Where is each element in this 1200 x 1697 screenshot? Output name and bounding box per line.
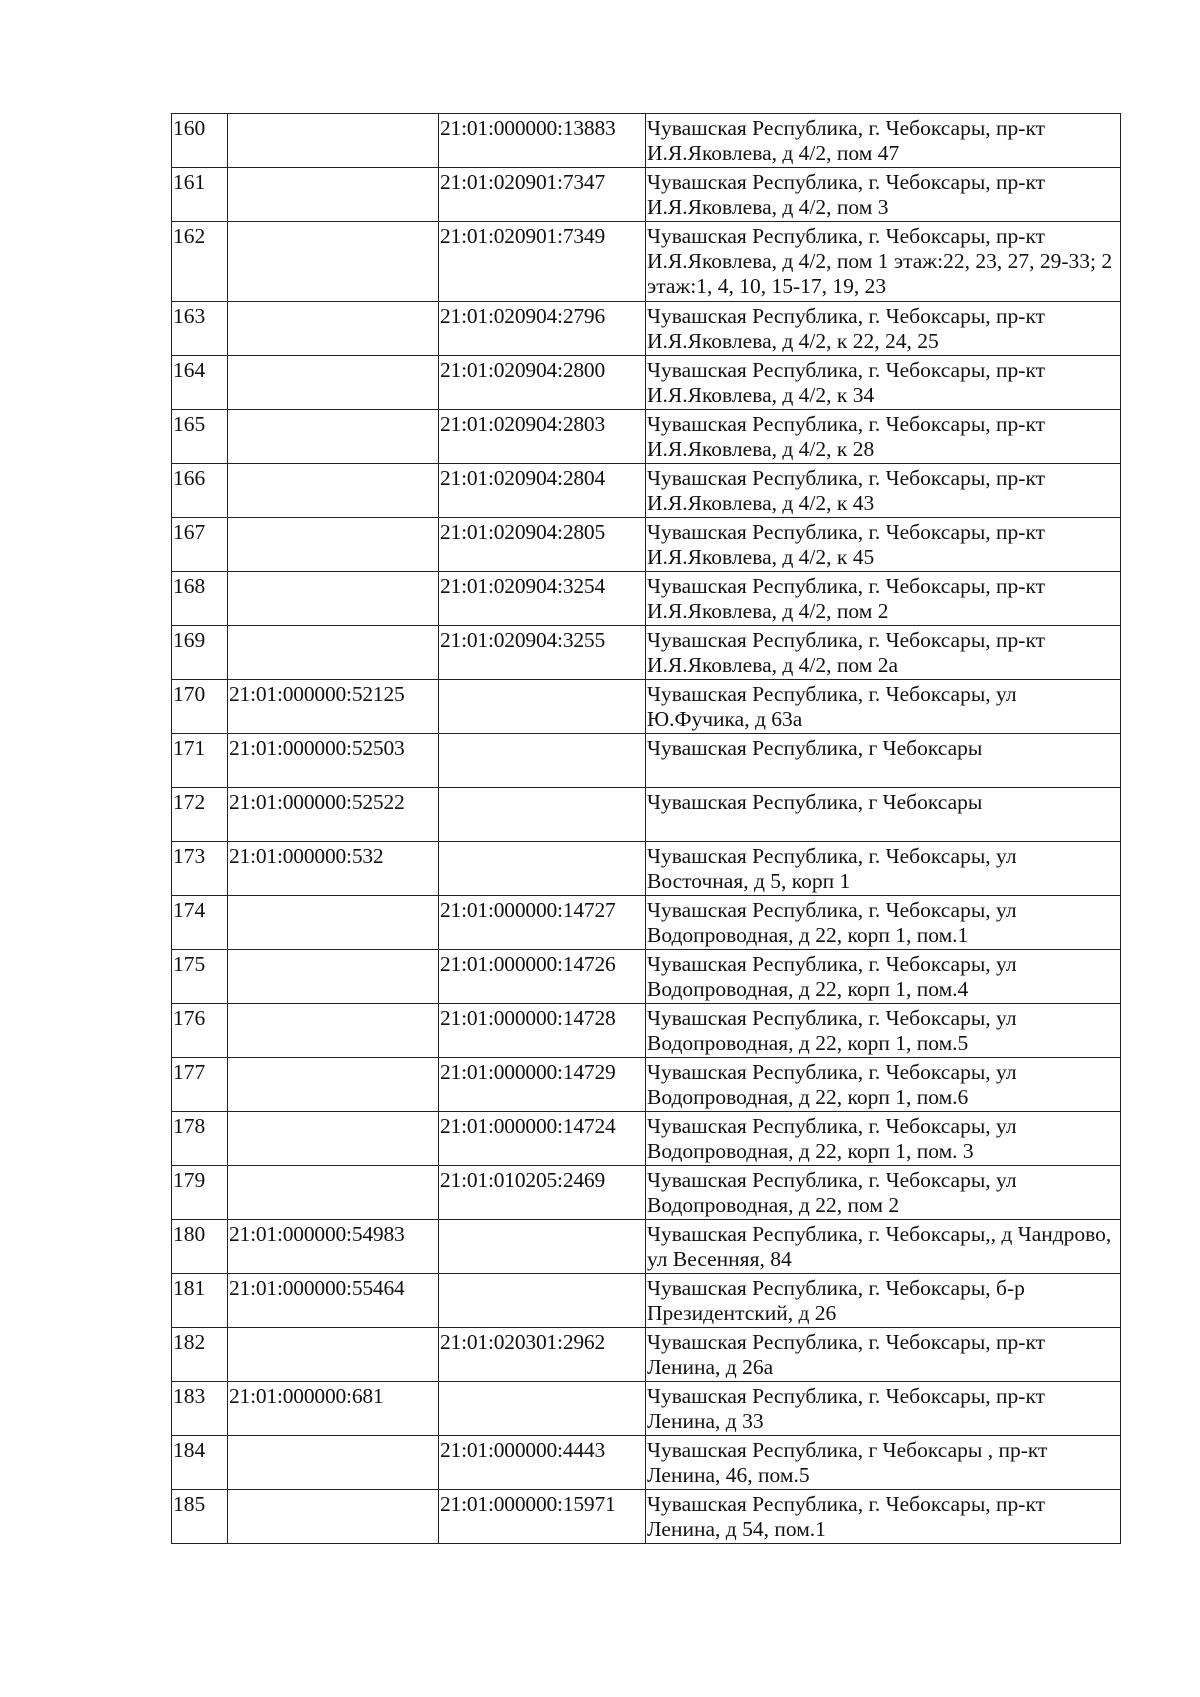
table-row: [172, 1112, 1121, 1166]
table-row: [172, 950, 1121, 1004]
land-cadastral-number-cell: 21:01:000000:52503: [228, 734, 439, 788]
table-row: [172, 1220, 1121, 1274]
address-cell: Чувашская Республика, г. Чебоксары, ул Водопроводная, д 22, корп 1, пом.1: [646, 896, 1121, 950]
row-number-cell: 176: [172, 1004, 228, 1058]
row-number-cell: 177: [172, 1058, 228, 1112]
table-row: [172, 356, 1121, 410]
land-cadastral-number-cell: [228, 572, 439, 626]
address-cell: Чувашская Республика, г. Чебоксары,, д Чандрово, ул Весенняя, 84: [646, 1220, 1121, 1274]
row-number-cell: 161: [172, 168, 228, 222]
object-cadastral-number-cell: 21:01:000000:15971: [439, 1490, 646, 1544]
address-cell: Чувашская Республика, г. Чебоксары, ул Водопроводная, д 22, корп 1, пом. 3: [646, 1112, 1121, 1166]
object-cadastral-number-cell: 21:01:010205:2469: [439, 1166, 646, 1220]
table-row: [172, 788, 1121, 842]
table-row: [172, 896, 1121, 950]
address-cell: Чувашская Республика, г. Чебоксары, ул Ю.Фучика, д 63а: [646, 680, 1121, 734]
row-number-cell: 183: [172, 1382, 228, 1436]
address-cell: Чувашская Республика, г. Чебоксары, пр-кт И.Я.Яковлева, д 4/2, к 45: [646, 518, 1121, 572]
land-cadastral-number-cell: [228, 168, 439, 222]
object-cadastral-number-cell: [439, 788, 646, 842]
table-row: [172, 1274, 1121, 1328]
land-cadastral-number-cell: 21:01:000000:52522: [228, 788, 439, 842]
table-row: [172, 842, 1121, 896]
row-number-cell: 170: [172, 680, 228, 734]
land-cadastral-number-cell: [228, 356, 439, 410]
table-body: [172, 114, 1121, 1544]
land-cadastral-number-cell: [228, 1166, 439, 1220]
object-cadastral-number-cell: 21:01:020904:3254: [439, 572, 646, 626]
row-number-cell: 167: [172, 518, 228, 572]
row-number-cell: 178: [172, 1112, 228, 1166]
address-cell: Чувашская Республика, г. Чебоксары, ул Водопроводная, д 22, корп 1, пом.6: [646, 1058, 1121, 1112]
address-cell: Чувашская Республика, г. Чебоксары, ул Водопроводная, д 22, корп 1, пом.4: [646, 950, 1121, 1004]
table-row: [172, 680, 1121, 734]
row-number-cell: 175: [172, 950, 228, 1004]
table-row: [172, 626, 1121, 680]
address-cell: Чувашская Республика, г. Чебоксары, пр-кт И.Я.Яковлева, д 4/2, пом 3: [646, 168, 1121, 222]
table-row: [172, 572, 1121, 626]
object-cadastral-number-cell: 21:01:000000:4443: [439, 1436, 646, 1490]
row-number-cell: 171: [172, 734, 228, 788]
land-cadastral-number-cell: [228, 1058, 439, 1112]
object-cadastral-number-cell: [439, 1274, 646, 1328]
land-cadastral-number-cell: 21:01:000000:681: [228, 1382, 439, 1436]
row-number-cell: 174: [172, 896, 228, 950]
object-cadastral-number-cell: [439, 1220, 646, 1274]
land-cadastral-number-cell: [228, 222, 439, 302]
property-registry-table: [171, 113, 1121, 1544]
land-cadastral-number-cell: [228, 1490, 439, 1544]
row-number-cell: 164: [172, 356, 228, 410]
land-cadastral-number-cell: [228, 1328, 439, 1382]
table-row: [172, 222, 1121, 302]
object-cadastral-number-cell: 21:01:000000:14724: [439, 1112, 646, 1166]
object-cadastral-number-cell: 21:01:020901:7347: [439, 168, 646, 222]
object-cadastral-number-cell: 21:01:000000:14726: [439, 950, 646, 1004]
address-cell: Чувашская Республика, г. Чебоксары, б-р Президентский, д 26: [646, 1274, 1121, 1328]
row-number-cell: 163: [172, 302, 228, 356]
table-row: [172, 1490, 1121, 1544]
object-cadastral-number-cell: 21:01:020904:2805: [439, 518, 646, 572]
row-number-cell: 185: [172, 1490, 228, 1544]
land-cadastral-number-cell: [228, 950, 439, 1004]
address-cell: Чувашская Республика, г. Чебоксары, пр-кт И.Я.Яковлева, д 4/2, к 34: [646, 356, 1121, 410]
row-number-cell: 182: [172, 1328, 228, 1382]
address-cell: Чувашская Республика, г. Чебоксары, пр-кт И.Я.Яковлева, д 4/2, пом 2: [646, 572, 1121, 626]
address-cell: Чувашская Республика, г Чебоксары: [646, 734, 1121, 788]
table-row: [172, 1436, 1121, 1490]
table-row: [172, 1058, 1121, 1112]
land-cadastral-number-cell: [228, 302, 439, 356]
object-cadastral-number-cell: [439, 1382, 646, 1436]
object-cadastral-number-cell: 21:01:020904:2800: [439, 356, 646, 410]
table-row: [172, 114, 1121, 168]
address-cell: Чувашская Республика, г. Чебоксары, пр-кт И.Я.Яковлева, д 4/2, к 28: [646, 410, 1121, 464]
land-cadastral-number-cell: [228, 626, 439, 680]
row-number-cell: 165: [172, 410, 228, 464]
land-cadastral-number-cell: 21:01:000000:55464: [228, 1274, 439, 1328]
row-number-cell: 181: [172, 1274, 228, 1328]
address-cell: Чувашская Республика, г. Чебоксары, пр-кт И.Я.Яковлева, д 4/2, пом 1 этаж:22, 23, 27, 29-33; 2 этаж:1, 4, 10, 15-17, 19, 23: [646, 222, 1121, 302]
address-cell: Чувашская Республика, г. Чебоксары, ул Водопроводная, д 22, корп 1, пом.5: [646, 1004, 1121, 1058]
land-cadastral-number-cell: 21:01:000000:52125: [228, 680, 439, 734]
object-cadastral-number-cell: [439, 680, 646, 734]
address-cell: Чувашская Республика, г Чебоксары , пр-кт Ленина, 46, пом.5: [646, 1436, 1121, 1490]
land-cadastral-number-cell: [228, 464, 439, 518]
table-row: [172, 1328, 1121, 1382]
object-cadastral-number-cell: 21:01:020301:2962: [439, 1328, 646, 1382]
object-cadastral-number-cell: 21:01:020901:7349: [439, 222, 646, 302]
row-number-cell: 162: [172, 222, 228, 302]
row-number-cell: 168: [172, 572, 228, 626]
table-row: [172, 518, 1121, 572]
address-cell: Чувашская Республика, г. Чебоксары, пр-кт И.Я.Яковлева, д 4/2, пом 47: [646, 114, 1121, 168]
land-cadastral-number-cell: 21:01:000000:532: [228, 842, 439, 896]
table-row: [172, 1382, 1121, 1436]
row-number-cell: 180: [172, 1220, 228, 1274]
table-row: [172, 734, 1121, 788]
object-cadastral-number-cell: 21:01:000000:14728: [439, 1004, 646, 1058]
row-number-cell: 166: [172, 464, 228, 518]
object-cadastral-number-cell: 21:01:020904:3255: [439, 626, 646, 680]
address-cell: Чувашская Республика, г. Чебоксары, пр-кт Ленина, д 26а: [646, 1328, 1121, 1382]
address-cell: Чувашская Республика, г. Чебоксары, пр-кт И.Я.Яковлева, д 4/2, пом 2а: [646, 626, 1121, 680]
land-cadastral-number-cell: [228, 1004, 439, 1058]
object-cadastral-number-cell: 21:01:020904:2796: [439, 302, 646, 356]
address-cell: Чувашская Республика, г. Чебоксары, пр-кт Ленина, д 33: [646, 1382, 1121, 1436]
address-cell: Чувашская Республика, г. Чебоксары, ул Восточная, д 5, корп 1: [646, 842, 1121, 896]
row-number-cell: 173: [172, 842, 228, 896]
row-number-cell: 172: [172, 788, 228, 842]
object-cadastral-number-cell: 21:01:000000:13883: [439, 114, 646, 168]
row-number-cell: 169: [172, 626, 228, 680]
address-cell: Чувашская Республика, г. Чебоксары, пр-кт И.Я.Яковлева, д 4/2, к 22, 24, 25: [646, 302, 1121, 356]
table-row: [172, 464, 1121, 518]
table-row: [172, 168, 1121, 222]
row-number-cell: 179: [172, 1166, 228, 1220]
land-cadastral-number-cell: [228, 410, 439, 464]
land-cadastral-number-cell: [228, 896, 439, 950]
row-number-cell: 184: [172, 1436, 228, 1490]
object-cadastral-number-cell: 21:01:000000:14729: [439, 1058, 646, 1112]
object-cadastral-number-cell: [439, 842, 646, 896]
object-cadastral-number-cell: 21:01:020904:2803: [439, 410, 646, 464]
land-cadastral-number-cell: [228, 1112, 439, 1166]
table-row: [172, 410, 1121, 464]
table-row: [172, 302, 1121, 356]
land-cadastral-number-cell: 21:01:000000:54983: [228, 1220, 439, 1274]
address-cell: Чувашская Республика, г. Чебоксары, пр-кт И.Я.Яковлева, д 4/2, к 43: [646, 464, 1121, 518]
land-cadastral-number-cell: [228, 114, 439, 168]
land-cadastral-number-cell: [228, 1436, 439, 1490]
address-cell: Чувашская Республика, г. Чебоксары, пр-кт Ленина, д 54, пом.1: [646, 1490, 1121, 1544]
object-cadastral-number-cell: [439, 734, 646, 788]
table-row: [172, 1004, 1121, 1058]
row-number-cell: 160: [172, 114, 228, 168]
address-cell: Чувашская Республика, г Чебоксары: [646, 788, 1121, 842]
land-cadastral-number-cell: [228, 518, 439, 572]
table-row: [172, 1166, 1121, 1220]
address-cell: Чувашская Республика, г. Чебоксары, ул Водопроводная, д 22, пом 2: [646, 1166, 1121, 1220]
object-cadastral-number-cell: 21:01:020904:2804: [439, 464, 646, 518]
object-cadastral-number-cell: 21:01:000000:14727: [439, 896, 646, 950]
